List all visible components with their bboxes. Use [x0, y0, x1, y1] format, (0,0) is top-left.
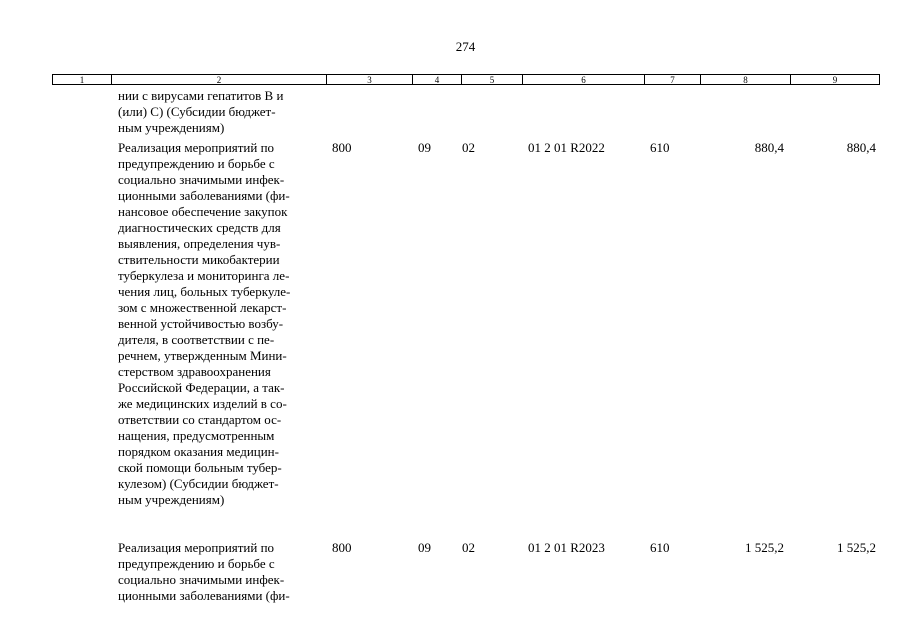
expense-type-code: 610 — [650, 140, 670, 155]
text-line: дителя, в соответствии с пе- — [118, 332, 275, 347]
text-line: социально значимыми инфек- — [118, 172, 285, 187]
text-line: кулезом) (Субсидии бюджет- — [118, 476, 279, 491]
text-line: ционными заболеваниями (фи- — [118, 588, 290, 603]
column-header-7: 7 — [644, 74, 700, 85]
column-header-1: 1 — [52, 74, 111, 85]
fragment-top-text — [118, 88, 332, 136]
text-line: (или) С) (Субсидии бюджет- — [118, 104, 276, 119]
text-line: выявления, определения чув- — [118, 236, 281, 251]
text-line: порядком оказания медицин- — [118, 444, 279, 459]
text-line: стерством здравоохранения — [118, 364, 271, 379]
column-header-3: 3 — [326, 74, 412, 85]
amount-2: 880,4 — [846, 140, 876, 155]
column-header-8: 8 — [700, 74, 790, 85]
ministry-code: 800 — [332, 540, 352, 555]
text-line: Реализация мероприятий по — [118, 140, 275, 155]
page-number: 274 — [455, 39, 476, 54]
text-line: нащения, предусмотренным — [118, 428, 275, 443]
text-line: предупреждению и борьбе с — [118, 556, 275, 571]
target-code: 01 2 01 R2022 — [528, 140, 605, 155]
column-header-4: 4 — [412, 74, 461, 85]
subsection-code: 02 — [462, 540, 475, 555]
text-line: предупреждению и борьбе с — [118, 156, 275, 171]
text-line: ствительности микобактерии — [118, 252, 280, 267]
text-line: Реализация мероприятий по — [118, 540, 275, 555]
target-code: 01 2 01 R2023 — [528, 540, 605, 555]
record-1-values — [0, 140, 905, 156]
text-line: Российской Федерации, а так- — [118, 380, 285, 395]
record-1-description — [118, 140, 332, 508]
subsection-code: 02 — [462, 140, 475, 155]
text-line: венной устойчивостью возбу- — [118, 316, 284, 331]
amount-2: 1 525,2 — [837, 540, 876, 555]
text-line: ответствии со стандартом ос- — [118, 412, 282, 427]
text-line: чения лиц, больных туберкуле- — [118, 284, 291, 299]
text-line: нии с вирусами гепатитов В и — [118, 88, 284, 103]
ministry-code: 800 — [332, 140, 352, 155]
column-header-9: 9 — [790, 74, 880, 85]
column-header-6: 6 — [522, 74, 644, 85]
text-line: социально значимыми инфек- — [118, 572, 285, 587]
text-line: речнем, утвержденным Мини- — [118, 348, 287, 363]
column-header-2: 2 — [111, 74, 326, 85]
amount-1: 1 525,2 — [745, 540, 784, 555]
record-2-values — [0, 540, 905, 556]
section-code: 09 — [418, 140, 431, 155]
text-line: диагностических средств для — [118, 220, 281, 235]
text-line: ным учреждениям) — [118, 492, 225, 507]
text-line: ционными заболеваниями (фи- — [118, 188, 290, 203]
column-header-5: 5 — [461, 74, 522, 85]
expense-type-code: 610 — [650, 540, 670, 555]
section-code: 09 — [418, 540, 431, 555]
text-line: зом с множественной лекарст- — [118, 300, 287, 315]
text-line: же медицинских изделий в со- — [118, 396, 287, 411]
amount-1: 880,4 — [754, 140, 784, 155]
text-line: нансовое обеспечение закупок — [118, 204, 288, 219]
text-line: туберкулеза и мониторинга ле- — [118, 268, 290, 283]
text-line: ным учреждениям) — [118, 120, 225, 135]
text-line: ской помощи больным тубер- — [118, 460, 282, 475]
